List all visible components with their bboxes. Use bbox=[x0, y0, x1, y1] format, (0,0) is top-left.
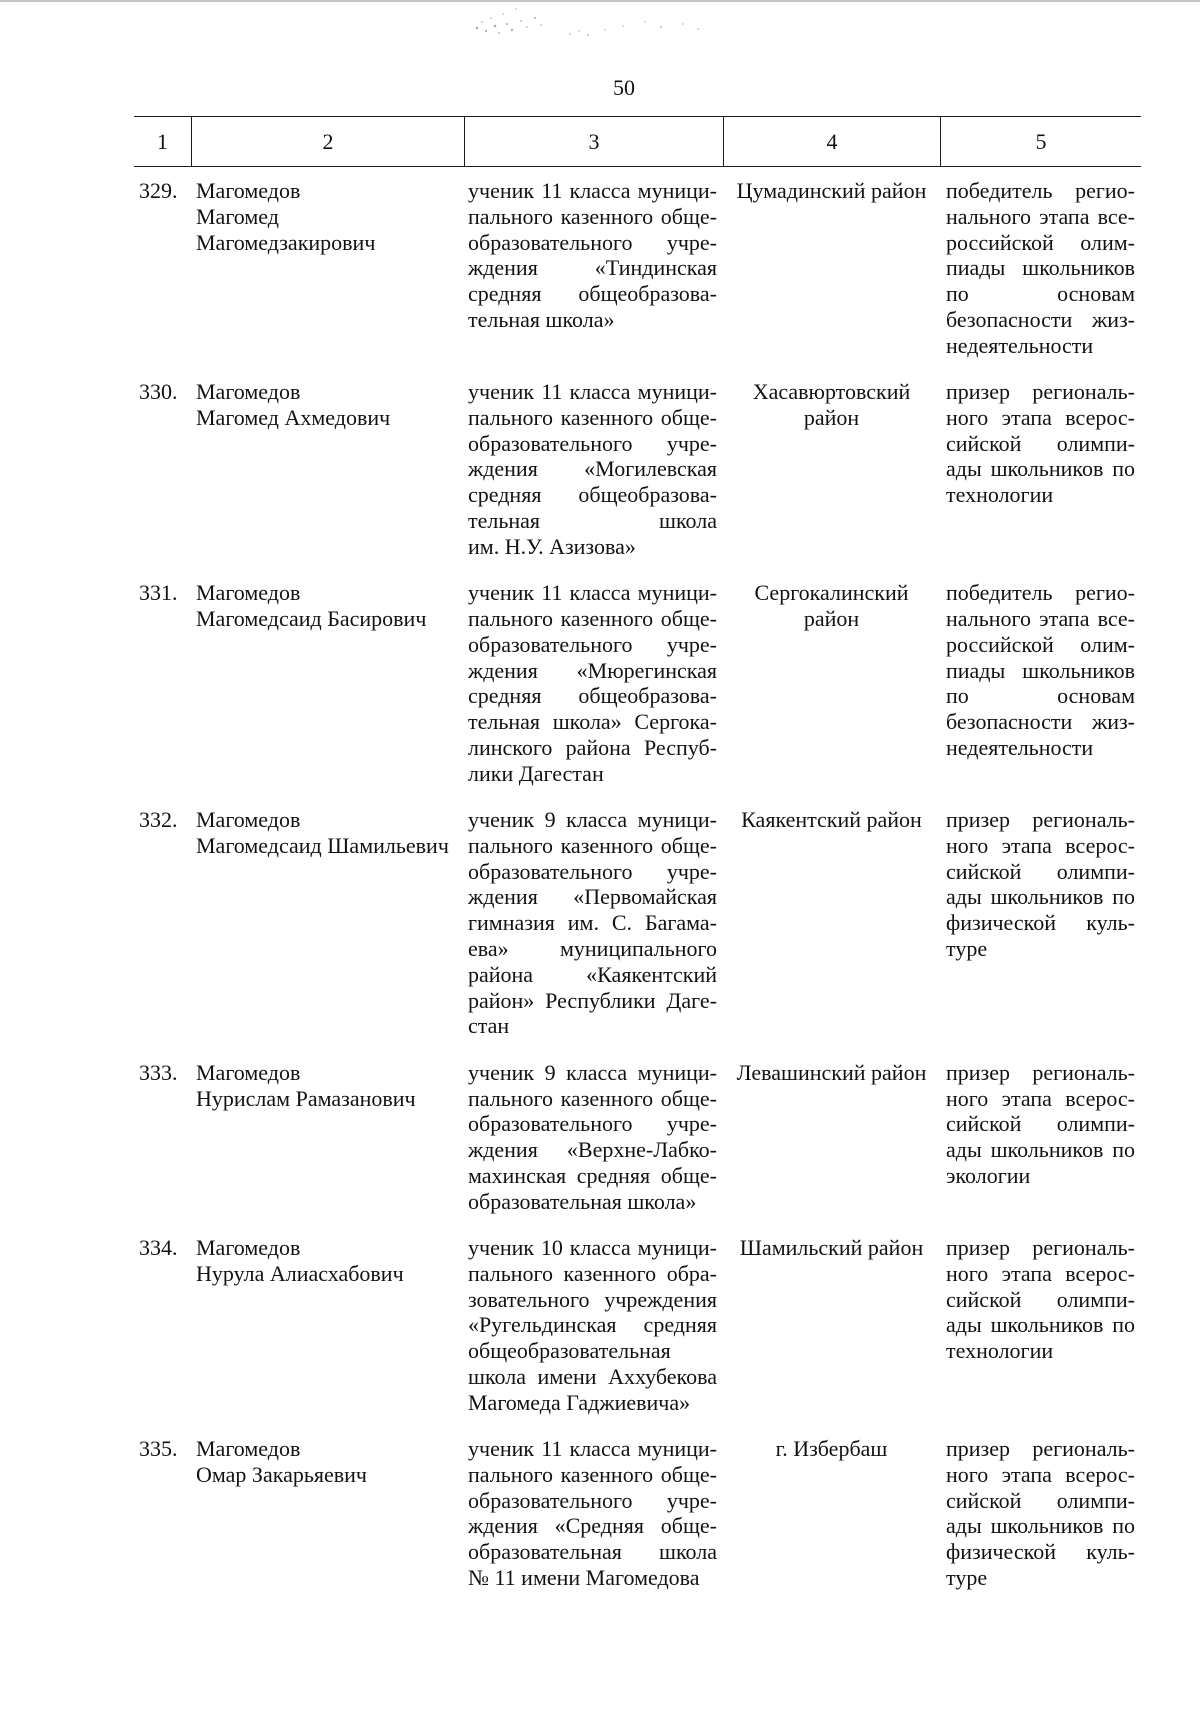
school-line: пального казенного обра- bbox=[468, 1260, 717, 1286]
name-line: Магомедов bbox=[196, 1059, 301, 1085]
school-line: ученик 11 класса муници- bbox=[468, 1436, 717, 1462]
award-line: сийской олимпи- bbox=[946, 430, 1135, 456]
award-line: сийской олимпи- bbox=[946, 1286, 1135, 1312]
school-line: ученик 9 класса муници- bbox=[468, 1059, 717, 1085]
school-line: средняя общеобразова- bbox=[468, 683, 717, 709]
school-line: образовательного учре- bbox=[468, 430, 717, 456]
award-line: призер региональ- bbox=[946, 1059, 1135, 1085]
header-cell-2: 2 bbox=[191, 117, 464, 166]
name-line: Магомедсаид Шамильевич bbox=[196, 832, 449, 858]
table-row bbox=[0, 178, 1200, 379]
school-line: ученик 11 класса муници- bbox=[468, 379, 717, 405]
school-line: гимназия им. С. Багама- bbox=[468, 910, 717, 936]
school-line: тельная школа» Сергока- bbox=[468, 709, 717, 735]
name-line: Нурула Алиасхабович bbox=[196, 1260, 404, 1286]
school-line: стан bbox=[468, 1013, 510, 1039]
award-line: ного этапа всерос- bbox=[946, 404, 1135, 430]
school-line: ученик 11 класса муници- bbox=[468, 580, 717, 606]
school-line: лики Дагестан bbox=[468, 760, 604, 786]
name-line: Магомедов bbox=[196, 1436, 301, 1462]
name-cell bbox=[196, 1235, 468, 1287]
school-line: ученик 10 класса муници- bbox=[468, 1234, 717, 1260]
table-row bbox=[0, 580, 1200, 807]
award-cell bbox=[946, 1436, 1135, 1591]
school-cell bbox=[468, 1436, 717, 1591]
school-line: ждения «Тиндинская bbox=[468, 255, 717, 281]
header-cell-5: 5 bbox=[940, 117, 1141, 166]
name-cell bbox=[196, 1060, 468, 1112]
award-line: ады школьников по bbox=[946, 884, 1135, 910]
row-number: 333. bbox=[139, 1059, 178, 1085]
school-line: пального казенного обще- bbox=[468, 832, 717, 858]
award-line: призер региональ- bbox=[946, 1436, 1135, 1462]
award-line: ады школьников по bbox=[946, 1312, 1135, 1338]
school-line: пального казенного обще- bbox=[468, 1085, 717, 1111]
name-cell bbox=[196, 379, 468, 431]
award-line: технологии bbox=[946, 1338, 1054, 1364]
school-line: образовательного учре- bbox=[468, 858, 717, 884]
school-cell bbox=[468, 580, 717, 786]
school-line: ученик 11 класса муници- bbox=[468, 178, 717, 203]
table-row bbox=[0, 807, 1200, 1060]
school-line: Магомеда Гаджиевича» bbox=[468, 1389, 691, 1415]
award-line: сийской олимпи- bbox=[946, 1111, 1135, 1137]
name-line: Омар Закарьяевич bbox=[196, 1461, 367, 1487]
school-cell bbox=[468, 1235, 717, 1416]
row-number: 331. bbox=[139, 580, 178, 606]
row-number: 329. bbox=[139, 178, 178, 203]
school-line: пального казенного обще- bbox=[468, 605, 717, 631]
award-line: безопасности жиз- bbox=[946, 306, 1135, 332]
award-line: нального этапа все- bbox=[946, 605, 1135, 631]
school-cell bbox=[468, 1060, 717, 1215]
school-cell bbox=[468, 178, 717, 333]
school-line: пального казенного обще- bbox=[468, 404, 717, 430]
school-line: района «Каякентский bbox=[468, 961, 717, 987]
district-cell bbox=[723, 1436, 940, 1462]
name-cell bbox=[196, 1436, 468, 1488]
award-cell bbox=[946, 178, 1135, 359]
header-cell-3: 3 bbox=[464, 117, 723, 166]
scan-speckles bbox=[455, 0, 715, 45]
award-line: ного этапа всерос- bbox=[946, 832, 1135, 858]
award-line: по основам bbox=[946, 683, 1135, 709]
school-line: школа имени Аххубекова bbox=[468, 1363, 717, 1389]
district-line: Сергокалинский bbox=[754, 580, 909, 606]
school-line: ждения «Мюрегинская bbox=[468, 657, 717, 683]
award-line: физической куль- bbox=[946, 1539, 1135, 1565]
school-line: образовательная школа bbox=[468, 1539, 717, 1565]
school-line: ждения «Могилевская bbox=[468, 456, 717, 482]
award-line: российской олим- bbox=[946, 631, 1135, 657]
name-cell bbox=[196, 580, 468, 632]
name-line: Магомедов bbox=[196, 807, 301, 833]
school-line: общеобразовательная bbox=[468, 1338, 671, 1364]
school-line: средняя общеобразова- bbox=[468, 482, 717, 508]
district-line: район bbox=[803, 605, 860, 631]
award-line: ады школьников по bbox=[946, 1137, 1135, 1163]
school-line: махинская средняя обще- bbox=[468, 1162, 717, 1188]
school-line: ева» муниципального bbox=[468, 936, 717, 962]
district-cell bbox=[723, 1060, 940, 1086]
table-row bbox=[0, 379, 1200, 580]
district-cell bbox=[723, 807, 940, 833]
row-number: 332. bbox=[139, 807, 178, 833]
award-line: ады школьников по bbox=[946, 1513, 1135, 1539]
award-line: экологии bbox=[946, 1162, 1031, 1188]
award-line: ного этапа всерос- bbox=[946, 1461, 1135, 1487]
name-line: Магомедов bbox=[196, 580, 301, 606]
page-number: 50 bbox=[613, 75, 635, 100]
school-line: им. Н.У. Азизова» bbox=[468, 533, 636, 559]
award-cell bbox=[946, 379, 1135, 508]
award-line: призер региональ- bbox=[946, 379, 1135, 405]
district-line: Каякентский район bbox=[741, 807, 922, 833]
award-line: туре bbox=[946, 1565, 988, 1591]
school-line: тельная школа bbox=[468, 508, 717, 534]
award-line: ного этапа всерос- bbox=[946, 1085, 1135, 1111]
school-line: район» Республики Даге- bbox=[468, 987, 717, 1013]
district-line: г. Избербаш bbox=[775, 1436, 888, 1462]
award-cell bbox=[946, 807, 1135, 962]
name-line: Магомедов bbox=[196, 1234, 301, 1260]
district-line: Шамильский район bbox=[739, 1234, 924, 1260]
award-line: победитель регио- bbox=[946, 580, 1135, 606]
header-cell-4: 4 bbox=[723, 117, 940, 166]
award-line: нального этапа все- bbox=[946, 203, 1135, 229]
table-row bbox=[0, 1235, 1200, 1436]
row-number: 330. bbox=[139, 379, 178, 405]
name-cell bbox=[196, 807, 468, 859]
name-line: Нурислам Рамазанович bbox=[196, 1085, 416, 1111]
school-line: образовательная школа» bbox=[468, 1188, 697, 1214]
name-line: Магомедсаид Басирович bbox=[196, 605, 427, 631]
award-line: призер региональ- bbox=[946, 807, 1135, 833]
name-line: Магомед bbox=[196, 203, 279, 229]
school-line: пального казенного обще- bbox=[468, 203, 717, 229]
school-line: образовательного учре- bbox=[468, 1487, 717, 1513]
award-line: недеятельности bbox=[946, 734, 1094, 760]
school-line: образовательного учре- bbox=[468, 1111, 717, 1137]
award-line: физической куль- bbox=[946, 910, 1135, 936]
award-line: ады школьников по bbox=[946, 456, 1135, 482]
school-line: тельная школа» bbox=[468, 306, 615, 332]
award-line: ного этапа всерос- bbox=[946, 1260, 1135, 1286]
award-cell bbox=[946, 580, 1135, 761]
name-line: Магомедов bbox=[196, 379, 301, 405]
district-cell bbox=[723, 1235, 940, 1261]
row-number: 334. bbox=[139, 1234, 178, 1260]
table-header bbox=[134, 116, 1141, 167]
school-line: образовательного учре- bbox=[468, 631, 717, 657]
name-line: Магомед Ахмедович bbox=[196, 404, 391, 430]
award-line: безопасности жиз- bbox=[946, 709, 1135, 735]
district-cell bbox=[723, 379, 940, 431]
district-cell bbox=[723, 178, 940, 204]
district-line: Хасавюртовский bbox=[752, 379, 911, 405]
award-line: туре bbox=[946, 936, 988, 962]
school-line: зовательного учреждения bbox=[468, 1286, 717, 1312]
award-line: сийской олимпи- bbox=[946, 1487, 1135, 1513]
school-line: ждения «Верхне-Лабко- bbox=[468, 1137, 717, 1163]
award-cell bbox=[946, 1060, 1135, 1189]
name-cell bbox=[196, 178, 468, 255]
school-line: линского района Респуб- bbox=[468, 734, 717, 760]
school-line: ждения «Средняя обще- bbox=[468, 1513, 717, 1539]
award-line: технологии bbox=[946, 482, 1054, 508]
award-line: пиады школьников bbox=[946, 657, 1135, 683]
district-line: Цумадинский район bbox=[736, 178, 927, 203]
name-line: Магомедов bbox=[196, 178, 301, 203]
school-line: средняя общеобразова- bbox=[468, 281, 717, 307]
school-cell bbox=[468, 807, 717, 1039]
award-line: российской олим- bbox=[946, 229, 1135, 255]
school-line: № 11 имени Магомедова bbox=[468, 1565, 700, 1591]
district-cell bbox=[723, 580, 940, 632]
school-cell bbox=[468, 379, 717, 560]
award-line: по основам bbox=[946, 281, 1135, 307]
row-number: 335. bbox=[139, 1436, 178, 1462]
name-line: Магомедзакирович bbox=[196, 229, 376, 255]
school-line: образовательного учре- bbox=[468, 229, 717, 255]
table-body bbox=[0, 178, 1200, 1611]
award-line: победитель регио- bbox=[946, 178, 1135, 203]
award-cell bbox=[946, 1235, 1135, 1364]
school-line: ученик 9 класса муници- bbox=[468, 807, 717, 833]
school-line: «Ругельдинская средняя bbox=[468, 1312, 717, 1338]
award-line: призер региональ- bbox=[946, 1234, 1135, 1260]
award-line: сийской олимпи- bbox=[946, 858, 1135, 884]
table-row bbox=[0, 1436, 1200, 1611]
school-line: ждения «Первомайская bbox=[468, 884, 717, 910]
district-line: район bbox=[803, 404, 860, 430]
table-row bbox=[0, 1060, 1200, 1235]
district-line: Левашинский район bbox=[736, 1059, 927, 1085]
award-line: пиады школьников bbox=[946, 255, 1135, 281]
header-cell-1: 1 bbox=[157, 128, 168, 154]
school-line: пального казенного обще- bbox=[468, 1461, 717, 1487]
award-line: недеятельности bbox=[946, 332, 1094, 358]
